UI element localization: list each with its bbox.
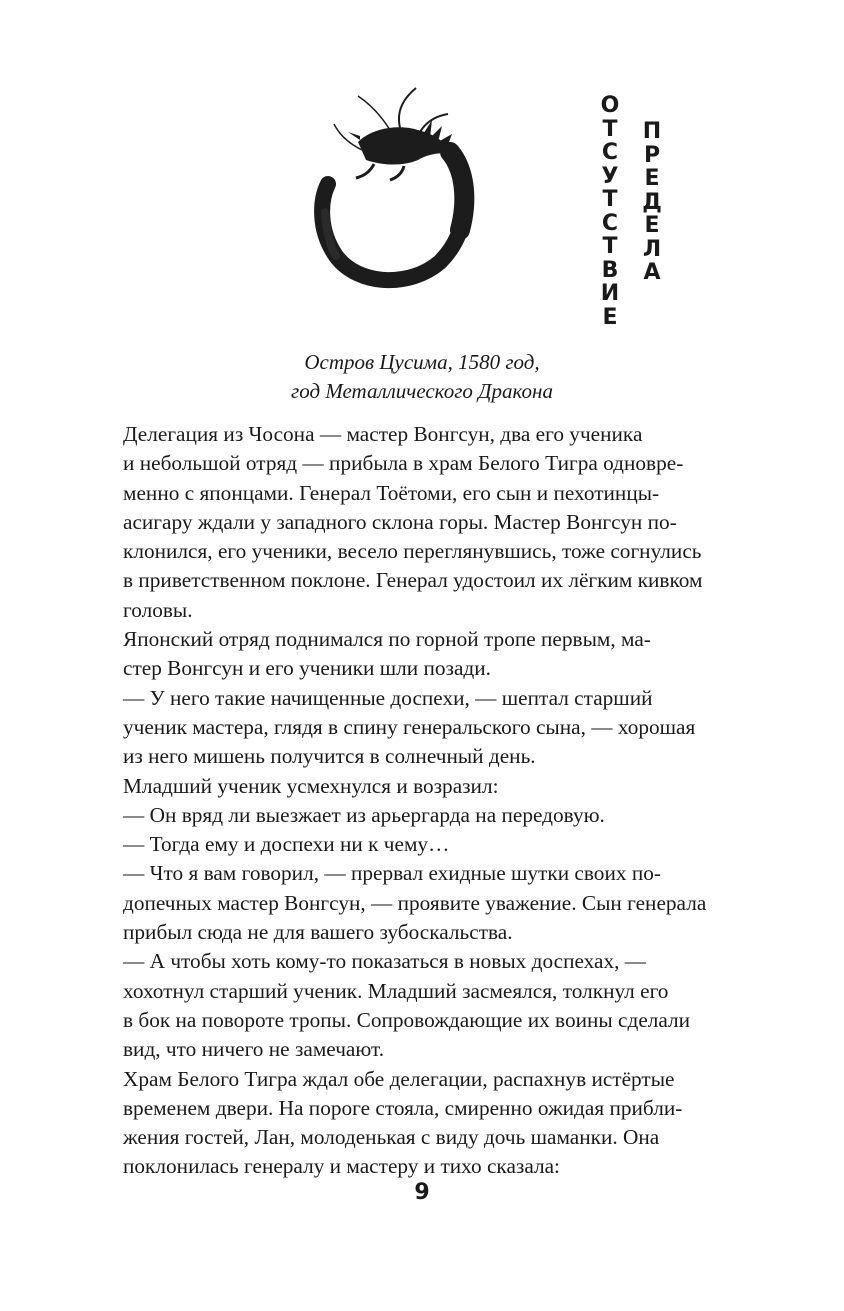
text-line: допечных мастер Вонгсун, — проявите уважение. Сын генерала (123, 890, 707, 915)
text-line: Храм Белого Тигра ждал обе делегации, распахнув истёртые (123, 1066, 675, 1091)
title-letter: В (601, 257, 619, 283)
body-text (123, 420, 707, 1182)
text-line: стер Вонгсун и его ученики шли позади. (123, 656, 491, 681)
text-line: головы. (123, 597, 193, 622)
text-line: Японский отряд поднимался по горной тропе первым, ма- (123, 627, 651, 652)
text-line: Делегация из Чосона — мастер Вонгсун, два его ученика (123, 422, 643, 446)
page-number: 9 (414, 1180, 430, 1205)
text-line: хохотнул старший ученик. Младший засмеялся, толкнул его (123, 978, 669, 1003)
text-line: в бок на повороте тропы. Сопровождающие их воины сделали (123, 1007, 691, 1032)
title-letter: Е (644, 166, 660, 191)
title-letter: Т (602, 116, 618, 142)
title-letter: О (600, 93, 620, 118)
text-line: прибыл сюда не для вашего зубоскальства. (123, 920, 513, 945)
dragon-emblem-icon (300, 80, 490, 290)
text-line: — Тогда ему и доспехи ни к чему… (123, 832, 450, 857)
title-letter: Т (602, 234, 618, 259)
title-letter: Е (644, 213, 660, 238)
title-letter: Р (643, 142, 661, 168)
text-line: Младший ученик усмехнулся и возразил: (123, 773, 499, 798)
epigraph-line: год Металлического Дракона (291, 379, 553, 403)
title-letter: Е (602, 304, 618, 330)
title-letter: А (643, 260, 661, 285)
text-line: менно с японцами. Генерал Тоётоми, его сын и пехотинцы- (123, 480, 660, 505)
title-letter: П (642, 119, 662, 144)
text-line: — Он вряд ли выезжает из арьергарда на передовую. (123, 802, 605, 827)
text-line: поклонилась генералу и мастеру и тихо сказала: (123, 1154, 560, 1179)
title-letter: С (601, 140, 619, 165)
text-line: вид, что ничего не замечают. (123, 1037, 385, 1062)
title-letter: Л (642, 236, 662, 262)
title-letter: С (601, 210, 619, 236)
text-line: ученик мастера, глядя в спину генеральского сына, — хорошая (123, 714, 696, 739)
text-line: — У него такие начищенные доспехи, — шептал старший (123, 685, 653, 710)
epigraph-line: Остров Цусима, 1580 год, (304, 350, 540, 374)
text-line: временем двери. На пороге стояла, смиренно ожидая прибли- (123, 1095, 683, 1120)
text-line: и небольшой отряд — прибыла в храм Белого Тигра одновре- (123, 451, 684, 476)
text-line: в приветственном поклоне. Генерал удостоил их лёгким кивком (123, 568, 703, 593)
epigraph (0, 348, 844, 406)
text-line: — Что я вам говорил, — прервал ехидные шутки своих по- (123, 861, 661, 886)
text-line: — А чтобы хоть кому-то показаться в новых доспехах, — (123, 949, 647, 974)
vertical-title-word-2 (634, 120, 670, 285)
title-letter: Д (642, 189, 662, 215)
title-letter: Т (602, 187, 618, 212)
vertical-title-word-1 (592, 94, 628, 329)
title-letter: У (601, 163, 619, 189)
text-line: из него мишень получится в солнечный день. (123, 744, 536, 769)
text-line: жения гостей, Лан, молоденькая с виду дочь шаманки. Она (123, 1125, 660, 1150)
text-line: асигару ждали у западного склона горы. Мастер Вонгсун по- (123, 509, 677, 534)
title-letter: И (600, 281, 620, 306)
text-line: клонился, его ученики, весело переглянувшись, тоже согнулись (123, 539, 702, 564)
